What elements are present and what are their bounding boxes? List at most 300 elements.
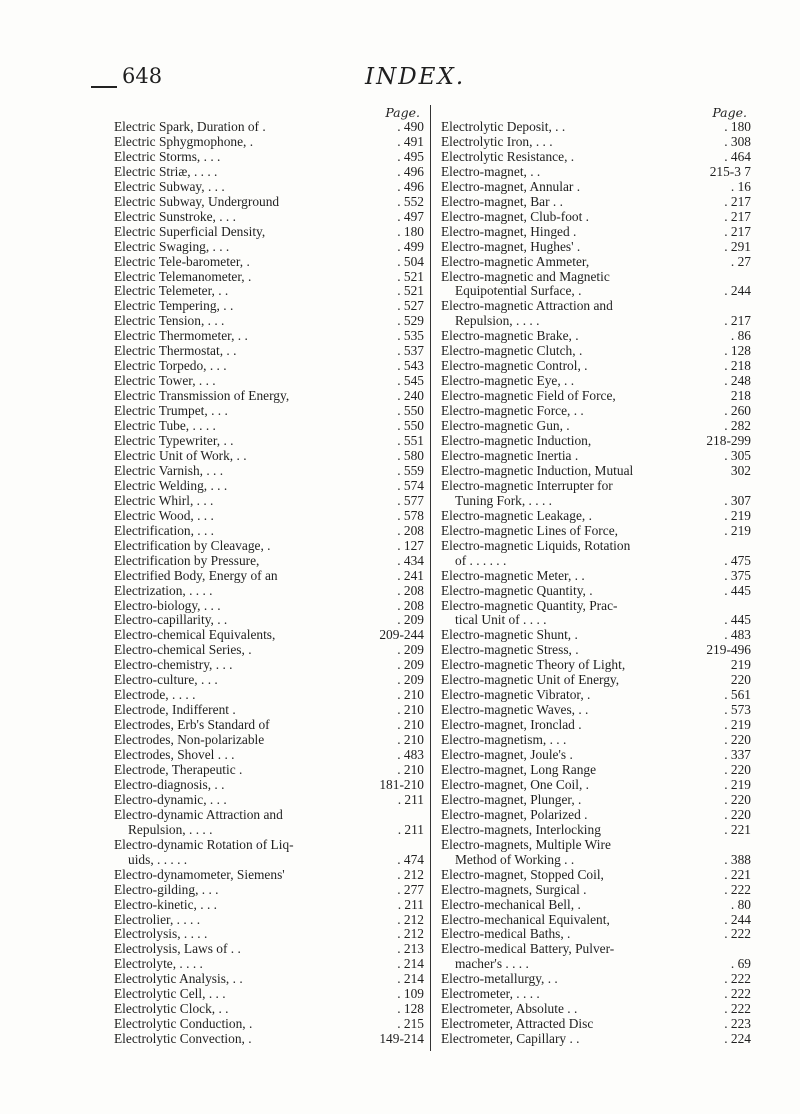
entry-text: Electro-magnet, Polarized . [441, 807, 588, 822]
entry-text: Electric Tube, . . . . [114, 419, 216, 434]
entry-text: Electric Storms, . . . [114, 149, 221, 164]
index-entry [441, 404, 751, 419]
index-entry [114, 404, 424, 419]
entry-text: Electric Torpedo, . . . [114, 359, 227, 374]
index-entry [114, 733, 424, 748]
entry-page: . 483 [724, 627, 751, 643]
entry-page: . 496 [397, 178, 424, 194]
entry-text: Electro-magnet, . . [441, 164, 541, 179]
right-entry-list [441, 120, 751, 1047]
entry-page: . 209 [397, 612, 424, 628]
entry-text: Electro-magnetic Force, . . [441, 404, 584, 419]
index-entry [441, 464, 751, 479]
index-entry [441, 643, 751, 658]
page-header [0, 64, 800, 104]
entry-text: Electric Telemeter, . . [114, 284, 229, 299]
index-entry [441, 434, 751, 449]
entry-page: . 211 [397, 791, 424, 807]
entry-page: . 221 [724, 821, 751, 837]
index-entry [114, 225, 424, 240]
entry-page: . 577 [397, 492, 424, 508]
entry-page: . 222 [724, 881, 751, 897]
entry-page: . 180 [724, 119, 751, 134]
entry-text: Electro-magnetic Shunt, . [441, 628, 578, 643]
entry-page: . 210 [397, 761, 424, 777]
entry-text: Electro-magnetic Unit of Energy, [441, 673, 620, 688]
entry-text: Electro-biology, . . . [114, 598, 221, 613]
entry-page: . 375 [724, 567, 751, 583]
entry-page: 181-210 [379, 776, 424, 792]
page-title: INDEX. [365, 64, 466, 90]
entry-page: . 215 [397, 1016, 424, 1032]
index-entry [441, 449, 751, 464]
entry-page: . 277 [397, 881, 424, 897]
entry-page: . 388 [724, 851, 751, 867]
index-entry [441, 509, 751, 524]
index-entry [441, 1017, 751, 1032]
entry-page: . 209 [397, 642, 424, 658]
entry-page: . 559 [397, 462, 424, 478]
index-entry [441, 628, 751, 643]
entry-text: Electro-dynamometer, Siemens' [114, 867, 285, 882]
entry-text: Electrolysis, Laws of . . [114, 942, 241, 957]
entry-page: . 521 [397, 268, 424, 284]
index-entry [114, 554, 424, 569]
entry-page: . 222 [724, 986, 751, 1002]
entry-page: . 491 [397, 133, 424, 149]
entry-text: Electrization, . . . . [114, 583, 213, 598]
entry-page: . 128 [724, 343, 751, 359]
entry-text: Electrolysis, . . . . [114, 927, 208, 942]
entry-page: . 499 [397, 238, 424, 254]
index-entry [441, 554, 751, 569]
entry-text: Electro-magnetic Brake, . [441, 329, 579, 344]
entry-text: Electric Transmission of Energy, [114, 389, 290, 404]
entry-page: . 210 [397, 717, 424, 733]
entry-text: Electric Tempering, . . [114, 299, 234, 314]
entry-text: Electro-magnetic Waves, . . [441, 703, 589, 718]
entry-page: . 445 [724, 582, 751, 598]
entry-text: Electro-mechanical Equivalent, [441, 912, 610, 927]
entry-page: . 244 [724, 283, 751, 299]
index-entry [114, 509, 424, 524]
index-entry [441, 853, 751, 868]
index-entry [114, 284, 424, 299]
header-rule [91, 86, 117, 88]
index-entry [114, 1032, 424, 1047]
index-columns [114, 105, 756, 1065]
entry-text: Electric Sunstroke, . . . [114, 209, 236, 224]
entry-page: . 209 [397, 672, 424, 688]
index-entry [114, 599, 424, 614]
entry-page: 149-214 [379, 1031, 424, 1047]
index-entry [441, 957, 751, 972]
entry-page: . 483 [397, 747, 424, 763]
entry-text: Electric Telemanometer, . [114, 269, 252, 284]
index-entry [114, 584, 424, 599]
entry-text: Electrolytic Resistance, . [441, 149, 575, 164]
entry-text: Electrometer, Capillary . . [441, 1032, 580, 1047]
index-entry [441, 314, 751, 329]
entry-text: Electrometer, Attracted Disc [441, 1017, 594, 1032]
entry-text: Electro-magnet, Ironclad . [441, 718, 582, 733]
entry-text: macher's . . . . [455, 957, 529, 972]
entry-page: . 244 [724, 911, 751, 927]
index-entry [114, 120, 424, 135]
index-entry [114, 927, 424, 942]
index-entry [114, 210, 424, 225]
index-entry [441, 913, 751, 928]
entry-text: Electric Subway, . . . [114, 179, 225, 194]
index-entry [114, 374, 424, 389]
entry-text: Method of Working . . [455, 852, 575, 867]
entry-text: Electro-magnet, Annular . [441, 179, 581, 194]
index-entry [114, 180, 424, 195]
entry-text: Electro-mechanical Bell, . [441, 897, 581, 912]
entry-page: . 16 [730, 178, 751, 194]
entry-text: Electro-diagnosis, . . [114, 777, 225, 792]
index-entry [441, 793, 751, 808]
column-divider [430, 105, 431, 1051]
index-entry [441, 673, 751, 688]
entry-page: . 464 [724, 148, 751, 164]
entry-text: Electrode, Therapeutic . [114, 762, 243, 777]
entry-text: Electro-kinetic, . . . [114, 897, 217, 912]
entry-text: Electric Superficial Density, [114, 224, 266, 239]
entry-page: . 240 [397, 388, 424, 404]
entry-page: 219 [730, 657, 751, 673]
entry-page: . 504 [397, 253, 424, 269]
index-entry [441, 344, 751, 359]
entry-text: Electro-medical Baths, . [441, 927, 571, 942]
index-entry [441, 942, 751, 957]
index-entry [114, 913, 424, 928]
entry-text: Electro-dynamic, . . . [114, 792, 227, 807]
entry-text: Electro-magnets, Interlocking [441, 822, 601, 837]
entry-page: . 580 [397, 447, 424, 463]
entry-text: Electric Unit of Work, . . [114, 448, 247, 463]
index-entry [114, 344, 424, 359]
entry-page: . 220 [724, 791, 751, 807]
index-entry [114, 688, 424, 703]
entry-page: . 552 [397, 193, 424, 209]
entry-text: Electric Thermometer, . . [114, 329, 248, 344]
index-entry [114, 240, 424, 255]
index-entry [441, 927, 751, 942]
entry-text: Electrification by Pressure, [114, 553, 260, 568]
index-entry [114, 793, 424, 808]
entry-page: . 212 [397, 866, 424, 882]
entry-page: . 527 [397, 298, 424, 314]
index-entry [441, 150, 751, 165]
entry-page: . 128 [397, 1001, 424, 1017]
entry-text: Electro-dynamic Rotation of Liq- [114, 837, 294, 852]
entry-text: Electro-magnet, Hughes' . [441, 239, 581, 254]
entry-page: . 535 [397, 328, 424, 344]
entry-page: 219-496 [706, 642, 751, 658]
index-entry [114, 808, 424, 823]
index-entry [441, 599, 751, 614]
index-entry [114, 972, 424, 987]
entry-page: . 208 [397, 597, 424, 613]
page-column-label: Page. [385, 105, 420, 120]
entry-text: Electro-magnet, Bar . . [441, 194, 563, 209]
entry-text: Electric Subway, Underground [114, 194, 280, 209]
entry-text: Electro-gilding, . . . [114, 882, 219, 897]
page-number: 648 [122, 64, 163, 88]
index-entry [114, 613, 424, 628]
index-entry [441, 972, 751, 987]
index-entry [441, 613, 751, 628]
entry-page: . 495 [397, 148, 424, 164]
entry-text: Electrolyte, . . . . [114, 957, 203, 972]
entry-page: . 282 [724, 418, 751, 434]
entry-text: Electric Swaging, . . . [114, 239, 230, 254]
index-entry [441, 284, 751, 299]
entry-page: . 210 [397, 732, 424, 748]
entry-text: Electro-magnetic Meter, . . [441, 568, 585, 583]
index-entry [114, 389, 424, 404]
left-column [114, 105, 424, 1047]
entry-page: . 219 [724, 717, 751, 733]
entry-text: Electrolytic Convection, . [114, 1032, 252, 1047]
index-entry [114, 255, 424, 270]
entry-page: . 291 [724, 238, 751, 254]
entry-text: Electrolier, . . . . [114, 912, 201, 927]
entry-page: . 537 [397, 343, 424, 359]
entry-page: . 209 [397, 657, 424, 673]
entry-page: . 550 [397, 403, 424, 419]
entry-page: . 260 [724, 403, 751, 419]
entry-text: Electro-magnetic Leakage, . [441, 508, 592, 523]
index-entry [441, 494, 751, 509]
entry-text: Electro-magnetic Ammeter, [441, 254, 590, 269]
index-entry [114, 763, 424, 778]
entry-page: . 490 [397, 119, 424, 134]
entry-text: Electrode, Indifferent . [114, 703, 236, 718]
index-entry [114, 673, 424, 688]
entry-text: Electro-dynamic Attraction and [114, 807, 283, 822]
entry-text: Electrodes, Non-polarizable [114, 733, 265, 748]
entry-page: 209-244 [379, 627, 424, 643]
entry-page: 215-3 7 [709, 163, 751, 179]
index-entry [441, 120, 751, 135]
index-entry [114, 868, 424, 883]
entry-text: Equipotential Surface, . [455, 284, 582, 299]
entry-text: Electrometer, Absolute . . [441, 1002, 578, 1017]
index-entry [114, 703, 424, 718]
entry-text: Electro-magnetic Vibrator, . [441, 688, 591, 703]
entry-text: Electrolytic Iron, . . . [441, 134, 553, 149]
index-entry [114, 718, 424, 733]
entry-text: Electric Spark, Duration of . [114, 120, 266, 134]
entry-text: Electric Welding, . . . [114, 478, 228, 493]
entry-text: Electro-capillarity, . . [114, 613, 228, 628]
entry-text: Repulsion, . . . . [455, 314, 540, 329]
entry-text: Electro-metallurgy, . . [441, 972, 558, 987]
entry-text: Electro-magnet, One Coil, . [441, 777, 589, 792]
index-entry [114, 150, 424, 165]
entry-page: . 248 [724, 373, 751, 389]
index-entry [114, 838, 424, 853]
entry-text: Electro-magnet, Joule's . [441, 748, 573, 763]
index-entry [441, 658, 751, 673]
index-entry [441, 823, 751, 838]
entry-page: . 214 [397, 971, 424, 987]
entry-text: Electro-magnetism, . . . [441, 733, 567, 748]
entry-page: . 497 [397, 208, 424, 224]
index-entry [114, 524, 424, 539]
entry-text: Electro-magnetic Induction, [441, 434, 592, 449]
entry-text: Electro-magnetic Quantity, . [441, 583, 593, 598]
entry-text: Electro-magnet, Long Range [441, 762, 597, 777]
entry-text: Electro-magnetic and Magnetic [441, 269, 610, 284]
entry-text: Electro-chemistry, . . . [114, 658, 233, 673]
index-entry [441, 165, 751, 180]
entry-text: Electrolytic Clock, . . [114, 1002, 229, 1017]
entry-page: . 220 [724, 761, 751, 777]
entry-page: . 208 [397, 582, 424, 598]
index-entry [441, 748, 751, 763]
index-entry [114, 195, 424, 210]
entry-page: . 27 [730, 253, 751, 269]
index-entry [114, 883, 424, 898]
index-entry [114, 1002, 424, 1017]
entry-page: . 208 [397, 522, 424, 538]
entry-text: Electro-magnet, Plunger, . [441, 792, 582, 807]
index-entry [441, 703, 751, 718]
entry-text: Electro-magnet, Hinged . [441, 224, 577, 239]
index-entry [441, 180, 751, 195]
entry-page: . 218 [724, 358, 751, 374]
entry-text: Electric Tension, . . . [114, 314, 225, 329]
entry-page: . 550 [397, 418, 424, 434]
entry-page: . 223 [724, 1016, 751, 1032]
index-entry [441, 1002, 751, 1017]
entry-page: . 80 [730, 896, 751, 912]
index-entry [441, 135, 751, 150]
index-entry [441, 898, 751, 913]
index-entry [441, 883, 751, 898]
index-entry [441, 584, 751, 599]
index-entry [114, 987, 424, 1002]
entry-page: . 574 [397, 477, 424, 493]
entry-page: . 217 [724, 208, 751, 224]
entry-text: Electrolytic Conduction, . [114, 1017, 253, 1032]
index-entry [441, 987, 751, 1002]
index-entry [114, 270, 424, 285]
index-entry [114, 135, 424, 150]
entry-page: . 109 [397, 986, 424, 1002]
entry-text: Electrodes, Erb's Standard of [114, 718, 270, 733]
entry-page: . 217 [724, 313, 751, 329]
index-entry [114, 957, 424, 972]
entry-text: Electro-magnets, Multiple Wire [441, 837, 611, 852]
entry-page: . 211 [397, 896, 424, 912]
entry-text: Electric Tower, . . . [114, 374, 216, 389]
entry-text: uids, . . . . . [128, 852, 188, 867]
entry-page: . 496 [397, 163, 424, 179]
entry-page: . 217 [724, 193, 751, 209]
entry-page: . 221 [724, 866, 751, 882]
index-entry [441, 329, 751, 344]
index-entry [114, 658, 424, 673]
entry-text: Electric Striæ, . . . . [114, 164, 218, 179]
entry-text: Electro-magnetic Quantity, Prac- [441, 598, 618, 613]
entry-text: Electro-magnetic Eye, . . [441, 374, 575, 389]
entry-page: . 474 [397, 851, 424, 867]
entry-page: . 337 [724, 747, 751, 763]
index-entry [441, 195, 751, 210]
entry-page: . 551 [397, 433, 424, 449]
index-entry [114, 853, 424, 868]
entry-text: Electric Sphygmophone, . [114, 134, 254, 149]
entry-page: . 69 [730, 956, 751, 972]
entry-text: Electric Whirl, . . . [114, 493, 214, 508]
entry-page: . 210 [397, 702, 424, 718]
entry-text: Electrification, . . . [114, 523, 215, 538]
index-entry [441, 778, 751, 793]
entry-text: Electro-magnetic Field of Force, [441, 389, 616, 404]
right-column [441, 105, 751, 1047]
index-entry [441, 539, 751, 554]
entry-page: . 217 [724, 223, 751, 239]
entry-page: . 578 [397, 507, 424, 523]
entry-text: Electric Trumpet, . . . [114, 404, 228, 419]
entry-text: Electro-magnetic Stress, . [441, 643, 579, 658]
index-entry [114, 434, 424, 449]
entry-page: . 210 [397, 687, 424, 703]
index-entry [114, 494, 424, 509]
page-column-label: Page. [712, 105, 747, 120]
index-entry [114, 479, 424, 494]
entry-text: Electro-magnetic Gun, . [441, 419, 570, 434]
index-entry [441, 389, 751, 404]
entry-page: . 211 [397, 821, 424, 837]
index-entry [441, 524, 751, 539]
entry-text: Electrolytic Analysis, . . [114, 972, 243, 987]
entry-page: . 219 [724, 522, 751, 538]
entry-page: . 214 [397, 956, 424, 972]
index-entry [441, 868, 751, 883]
entry-page: . 308 [724, 133, 751, 149]
entry-page: 220 [730, 672, 751, 688]
entry-page: 302 [730, 462, 751, 478]
index-entry [114, 314, 424, 329]
entry-text: Electric Wood, . . . [114, 508, 214, 523]
entry-page: . 529 [397, 313, 424, 329]
index-entry [114, 165, 424, 180]
index-entry [441, 718, 751, 733]
entry-text: Electro-magnets, Surgical . [441, 882, 587, 897]
entry-text: Electro-chemical Equivalents, [114, 628, 276, 643]
entry-page: . 220 [724, 806, 751, 822]
index-entry [114, 898, 424, 913]
index-entry [114, 419, 424, 434]
entry-page: . 305 [724, 447, 751, 463]
entry-text: Electro-magnetic Induction, Mutual [441, 463, 634, 478]
left-entry-list [114, 120, 424, 1047]
entry-page: . 127 [397, 537, 424, 553]
index-entry [114, 539, 424, 554]
entry-text: Electrode, . . . . [114, 688, 196, 703]
entry-text: Electrometer, . . . . [441, 987, 540, 1002]
entry-text: Electro-magnet, Club-foot . [441, 209, 589, 224]
entry-page: . 475 [724, 552, 751, 568]
entry-page: . 445 [724, 612, 751, 628]
entry-text: Electric Tele-barometer, . [114, 254, 250, 269]
entry-page: 218-299 [706, 433, 751, 449]
